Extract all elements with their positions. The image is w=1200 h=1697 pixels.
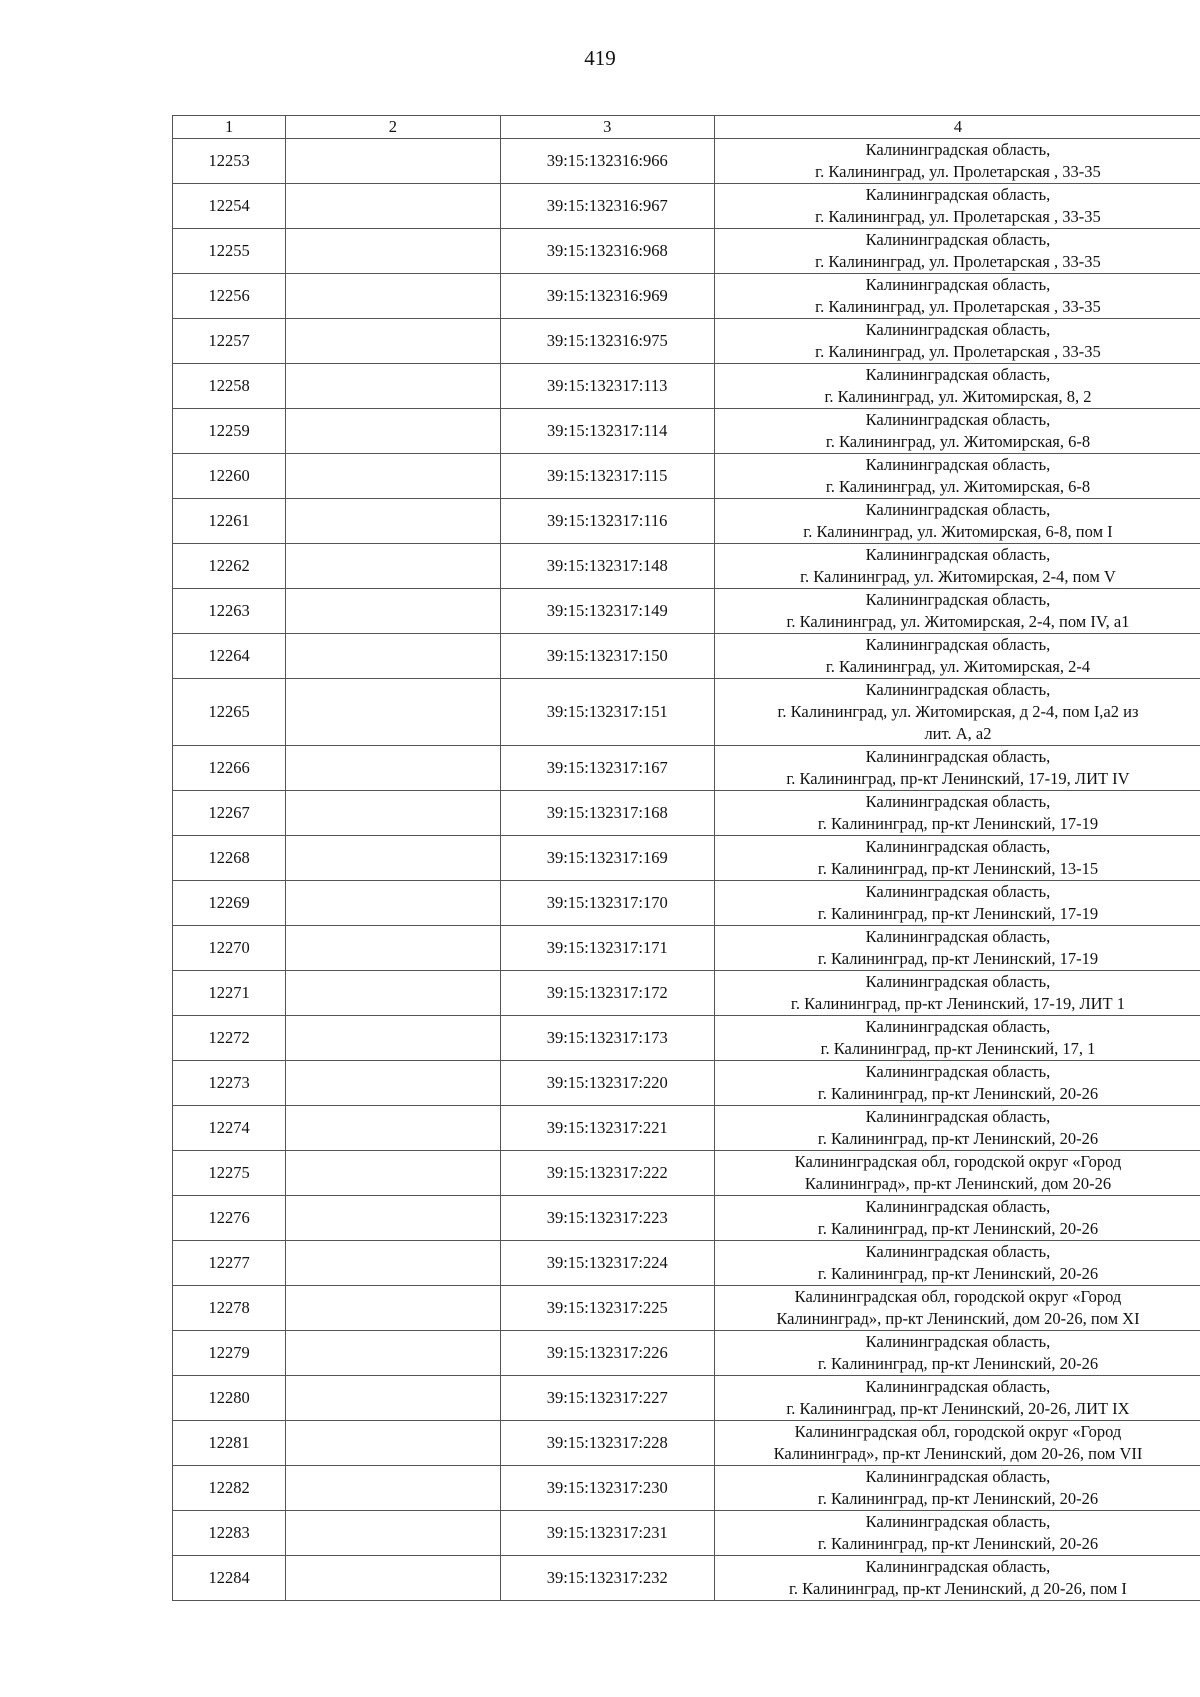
column-header: 2 bbox=[286, 116, 500, 139]
cadastral-number-cell: 39:15:132317:224 bbox=[500, 1241, 714, 1286]
cadastral-number-cell: 39:15:132317:231 bbox=[500, 1511, 714, 1556]
address-cell bbox=[714, 1556, 1200, 1601]
address-line: г. Калининград, пр-кт Ленинский, д 20-26, пом I bbox=[789, 1579, 1127, 1598]
column-2-cell bbox=[286, 1196, 500, 1241]
cadastral-number-cell: 39:15:132317:221 bbox=[500, 1106, 714, 1151]
address-line: Калининградская область, bbox=[865, 972, 1051, 991]
address-line: г. Калининград, ул. Житомирская, 2-4, пом V bbox=[800, 567, 1116, 586]
cadastral-number-cell: 39:15:132317:173 bbox=[500, 1016, 714, 1061]
address-line: г. Калининград, пр-кт Ленинский, 17, 1 bbox=[820, 1039, 1096, 1058]
address-cell bbox=[714, 1106, 1200, 1151]
address-cell bbox=[714, 1421, 1200, 1466]
table-row bbox=[173, 409, 1200, 454]
column-2-cell bbox=[286, 274, 500, 319]
page-number: 419 bbox=[584, 46, 616, 70]
address-line: Калининградская область, bbox=[865, 275, 1051, 294]
cadastral-number-cell: 39:15:132317:170 bbox=[500, 881, 714, 926]
table-row bbox=[173, 1466, 1200, 1511]
row-number-cell: 12283 bbox=[173, 1511, 286, 1556]
address-line: г. Калининград, ул. Пролетарская , 33-35 bbox=[815, 207, 1101, 226]
address-cell bbox=[714, 679, 1200, 746]
row-number-cell: 12269 bbox=[173, 881, 286, 926]
row-number-cell: 12273 bbox=[173, 1061, 286, 1106]
address-line: г. Калининград, ул. Житомирская, 2-4, пом IV, а1 bbox=[786, 612, 1130, 631]
row-number-cell: 12282 bbox=[173, 1466, 286, 1511]
address-cell bbox=[714, 184, 1200, 229]
table-row bbox=[173, 971, 1200, 1016]
address-line: Калининградская область, bbox=[865, 590, 1051, 609]
address-line: г. Калининград, ул. Житомирская, 6-8 bbox=[825, 432, 1091, 451]
row-number-cell: 12274 bbox=[173, 1106, 286, 1151]
cadastral-number-cell: 39:15:132317:148 bbox=[500, 544, 714, 589]
address-cell bbox=[714, 409, 1200, 454]
address-cell bbox=[714, 139, 1200, 184]
cadastral-number-cell: 39:15:132317:150 bbox=[500, 634, 714, 679]
table-row bbox=[173, 1061, 1200, 1106]
column-2-cell bbox=[286, 589, 500, 634]
table-row bbox=[173, 1106, 1200, 1151]
column-2-cell bbox=[286, 1016, 500, 1061]
column-2-cell bbox=[286, 544, 500, 589]
column-2-cell bbox=[286, 836, 500, 881]
address-line: Калининградская область, bbox=[865, 1197, 1051, 1216]
address-line: Калининград», пр-кт Ленинский, дом 20-26 bbox=[804, 1174, 1112, 1193]
row-number-cell: 12262 bbox=[173, 544, 286, 589]
column-2-cell bbox=[286, 1421, 500, 1466]
address-line: Калининградская область, bbox=[865, 927, 1051, 946]
table-row bbox=[173, 1016, 1200, 1061]
address-cell bbox=[714, 1241, 1200, 1286]
address-line: Калининградская область, bbox=[865, 680, 1051, 699]
row-number-cell: 12275 bbox=[173, 1151, 286, 1196]
address-cell bbox=[714, 319, 1200, 364]
cadastral-number-cell: 39:15:132317:149 bbox=[500, 589, 714, 634]
column-2-cell bbox=[286, 499, 500, 544]
cadastral-number-cell: 39:15:132317:113 bbox=[500, 364, 714, 409]
address-cell bbox=[714, 634, 1200, 679]
address-line: Калининградская обл, городской округ «Город bbox=[794, 1152, 1122, 1171]
cadastral-number-cell: 39:15:132317:114 bbox=[500, 409, 714, 454]
address-cell bbox=[714, 589, 1200, 634]
address-cell bbox=[714, 229, 1200, 274]
address-line: Калининградская область, bbox=[865, 545, 1051, 564]
row-number-cell: 12276 bbox=[173, 1196, 286, 1241]
table-row bbox=[173, 881, 1200, 926]
column-2-cell bbox=[286, 1106, 500, 1151]
table-row bbox=[173, 364, 1200, 409]
row-number-cell: 12253 bbox=[173, 139, 286, 184]
table-header-row bbox=[173, 116, 1200, 139]
address-line: Калининградская область, bbox=[865, 792, 1051, 811]
column-2-cell bbox=[286, 1061, 500, 1106]
address-line: Калининградская обл, городской округ «Город bbox=[794, 1287, 1122, 1306]
column-header: 3 bbox=[500, 116, 714, 139]
row-number-cell: 12268 bbox=[173, 836, 286, 881]
address-line: г. Калининград, пр-кт Ленинский, 20-26 bbox=[817, 1489, 1099, 1508]
address-line: г. Калининград, ул. Житомирская, 6-8, пом I bbox=[803, 522, 1113, 541]
table-row bbox=[173, 499, 1200, 544]
address-line: лит. А, а2 bbox=[924, 724, 992, 743]
address-line: Калининградская область, bbox=[865, 140, 1051, 159]
table-row bbox=[173, 1286, 1200, 1331]
table-row bbox=[173, 229, 1200, 274]
table-row bbox=[173, 274, 1200, 319]
row-number-cell: 12257 bbox=[173, 319, 286, 364]
table-row bbox=[173, 589, 1200, 634]
cadastral-number-cell: 39:15:132316:968 bbox=[500, 229, 714, 274]
address-cell bbox=[714, 881, 1200, 926]
row-number-cell: 12267 bbox=[173, 791, 286, 836]
address-cell bbox=[714, 1196, 1200, 1241]
address-cell bbox=[714, 1151, 1200, 1196]
cadastral-number-cell: 39:15:132317:169 bbox=[500, 836, 714, 881]
cadastral-number-cell: 39:15:132316:967 bbox=[500, 184, 714, 229]
registry-table bbox=[172, 115, 1200, 1601]
column-2-cell bbox=[286, 319, 500, 364]
address-line: Калининградская область, bbox=[865, 1467, 1051, 1486]
address-line: г. Калининград, пр-кт Ленинский, 20-26 bbox=[817, 1264, 1099, 1283]
table-row bbox=[173, 634, 1200, 679]
address-line: Калининградская область, bbox=[865, 1332, 1051, 1351]
row-number-cell: 12260 bbox=[173, 454, 286, 499]
column-2-cell bbox=[286, 1151, 500, 1196]
address-line: Калининградская обл, городской округ «Город bbox=[794, 1422, 1122, 1441]
row-number-cell: 12255 bbox=[173, 229, 286, 274]
address-cell bbox=[714, 544, 1200, 589]
cadastral-number-cell: 39:15:132316:969 bbox=[500, 274, 714, 319]
row-number-cell: 12271 bbox=[173, 971, 286, 1016]
table-row bbox=[173, 679, 1200, 746]
address-line: г. Калининград, ул. Пролетарская , 33-35 bbox=[815, 297, 1101, 316]
cadastral-number-cell: 39:15:132317:232 bbox=[500, 1556, 714, 1601]
column-2-cell bbox=[286, 791, 500, 836]
table-row bbox=[173, 926, 1200, 971]
cadastral-number-cell: 39:15:132317:222 bbox=[500, 1151, 714, 1196]
cadastral-number-cell: 39:15:132317:115 bbox=[500, 454, 714, 499]
row-number-cell: 12270 bbox=[173, 926, 286, 971]
address-cell bbox=[714, 836, 1200, 881]
cadastral-number-cell: 39:15:132317:230 bbox=[500, 1466, 714, 1511]
address-line: Калининград», пр-кт Ленинский, дом 20-26, пом XI bbox=[776, 1309, 1140, 1328]
address-line: Калининградская область, bbox=[865, 500, 1051, 519]
address-cell bbox=[714, 1061, 1200, 1106]
address-line: Калининградская область, bbox=[865, 455, 1051, 474]
address-line: Калининградская область, bbox=[865, 635, 1051, 654]
column-2-cell bbox=[286, 1286, 500, 1331]
address-line: г. Калининград, пр-кт Ленинский, 20-26 bbox=[817, 1354, 1099, 1373]
address-line: Калининградская область, bbox=[865, 320, 1051, 339]
table-row bbox=[173, 1376, 1200, 1421]
row-number-cell: 12272 bbox=[173, 1016, 286, 1061]
address-line: г. Калининград, пр-кт Ленинский, 13-15 bbox=[817, 859, 1099, 878]
cadastral-number-cell: 39:15:132317:167 bbox=[500, 746, 714, 791]
address-cell bbox=[714, 926, 1200, 971]
column-2-cell bbox=[286, 139, 500, 184]
column-2-cell bbox=[286, 229, 500, 274]
address-line: г. Калининград, пр-кт Ленинский, 20-26 bbox=[817, 1084, 1099, 1103]
address-line: Калининградская область, bbox=[865, 410, 1051, 429]
row-number-cell: 12259 bbox=[173, 409, 286, 454]
address-line: г. Калининград, пр-кт Ленинский, 20-26 bbox=[817, 1534, 1099, 1553]
table-row bbox=[173, 1511, 1200, 1556]
column-2-cell bbox=[286, 1376, 500, 1421]
address-line: Калининградская область, bbox=[865, 1512, 1051, 1531]
address-line: Калининградская область, bbox=[865, 882, 1051, 901]
address-line: Калининградская область, bbox=[865, 747, 1051, 766]
row-number-cell: 12264 bbox=[173, 634, 286, 679]
address-cell bbox=[714, 274, 1200, 319]
row-number-cell: 12254 bbox=[173, 184, 286, 229]
column-2-cell bbox=[286, 1466, 500, 1511]
column-header: 4 bbox=[714, 116, 1200, 139]
row-number-cell: 12266 bbox=[173, 746, 286, 791]
address-line: г. Калининград, пр-кт Ленинский, 17-19 bbox=[817, 904, 1099, 923]
cadastral-number-cell: 39:15:132317:225 bbox=[500, 1286, 714, 1331]
address-cell bbox=[714, 791, 1200, 836]
address-line: г. Калининград, пр-кт Ленинский, 20-26, ЛИТ IX bbox=[786, 1399, 1130, 1418]
table-row bbox=[173, 791, 1200, 836]
address-cell bbox=[714, 1376, 1200, 1421]
column-2-cell bbox=[286, 364, 500, 409]
row-number-cell: 12263 bbox=[173, 589, 286, 634]
cadastral-number-cell: 39:15:132316:966 bbox=[500, 139, 714, 184]
cadastral-number-cell: 39:15:132316:975 bbox=[500, 319, 714, 364]
cadastral-number-cell: 39:15:132317:226 bbox=[500, 1331, 714, 1376]
cadastral-number-cell: 39:15:132317:223 bbox=[500, 1196, 714, 1241]
address-line: г. Калининград, пр-кт Ленинский, 20-26 bbox=[817, 1129, 1099, 1148]
address-line: г. Калининград, ул. Житомирская, 8, 2 bbox=[824, 387, 1092, 406]
row-number-cell: 12265 bbox=[173, 679, 286, 746]
address-line: г. Калининград, пр-кт Ленинский, 17-19 bbox=[817, 814, 1099, 833]
address-cell bbox=[714, 1466, 1200, 1511]
table-row bbox=[173, 544, 1200, 589]
cadastral-number-cell: 39:15:132317:168 bbox=[500, 791, 714, 836]
cadastral-number-cell: 39:15:132317:172 bbox=[500, 971, 714, 1016]
table-row bbox=[173, 1151, 1200, 1196]
table-row bbox=[173, 1241, 1200, 1286]
row-number-cell: 12279 bbox=[173, 1331, 286, 1376]
address-cell bbox=[714, 971, 1200, 1016]
cadastral-number-cell: 39:15:132317:228 bbox=[500, 1421, 714, 1466]
column-2-cell bbox=[286, 746, 500, 791]
address-line: г. Калининград, ул. Пролетарская , 33-35 bbox=[815, 162, 1101, 181]
address-line: г. Калининград, пр-кт Ленинский, 17-19, ЛИТ 1 bbox=[790, 994, 1126, 1013]
row-number-cell: 12281 bbox=[173, 1421, 286, 1466]
address-line: Калининградская область, bbox=[865, 837, 1051, 856]
address-line: Калининградская область, bbox=[865, 230, 1051, 249]
address-line: г. Калининград, ул. Пролетарская , 33-35 bbox=[815, 342, 1101, 361]
address-cell bbox=[714, 1331, 1200, 1376]
address-line: г. Калининград, пр-кт Ленинский, 20-26 bbox=[817, 1219, 1099, 1238]
column-header: 1 bbox=[173, 116, 286, 139]
column-2-cell bbox=[286, 679, 500, 746]
address-line: г. Калининград, пр-кт Ленинский, 17-19, ЛИТ IV bbox=[786, 769, 1130, 788]
address-line: Калининградская область, bbox=[865, 1062, 1051, 1081]
row-number-cell: 12284 bbox=[173, 1556, 286, 1601]
column-2-cell bbox=[286, 926, 500, 971]
address-line: г. Калининград, ул. Житомирская, 2-4 bbox=[825, 657, 1091, 676]
cadastral-number-cell: 39:15:132317:151 bbox=[500, 679, 714, 746]
cadastral-number-cell: 39:15:132317:171 bbox=[500, 926, 714, 971]
column-2-cell bbox=[286, 1331, 500, 1376]
table-row bbox=[173, 1196, 1200, 1241]
address-line: г. Калининград, ул. Житомирская, д 2-4, пом I,а2 из bbox=[777, 702, 1139, 721]
column-2-cell bbox=[286, 454, 500, 499]
column-2-cell bbox=[286, 184, 500, 229]
address-line: Калининградская область, bbox=[865, 1107, 1051, 1126]
address-line: Калининград», пр-кт Ленинский, дом 20-26, пом VII bbox=[773, 1444, 1143, 1463]
column-2-cell bbox=[286, 971, 500, 1016]
address-line: Калининградская область, bbox=[865, 185, 1051, 204]
table-body bbox=[173, 139, 1200, 1601]
column-2-cell bbox=[286, 634, 500, 679]
column-2-cell bbox=[286, 1511, 500, 1556]
address-cell bbox=[714, 454, 1200, 499]
address-line: Калининградская область, bbox=[865, 1242, 1051, 1261]
address-line: г. Калининград, пр-кт Ленинский, 17-19 bbox=[817, 949, 1099, 968]
address-line: Калининградская область, bbox=[865, 1017, 1051, 1036]
address-cell bbox=[714, 364, 1200, 409]
table-row bbox=[173, 836, 1200, 881]
cadastral-number-cell: 39:15:132317:220 bbox=[500, 1061, 714, 1106]
address-cell bbox=[714, 499, 1200, 544]
address-line: г. Калининград, ул. Житомирская, 6-8 bbox=[825, 477, 1091, 496]
table-row bbox=[173, 746, 1200, 791]
column-2-cell bbox=[286, 1241, 500, 1286]
table-row bbox=[173, 454, 1200, 499]
column-2-cell bbox=[286, 1556, 500, 1601]
table-row bbox=[173, 1421, 1200, 1466]
cadastral-number-cell: 39:15:132317:116 bbox=[500, 499, 714, 544]
address-cell bbox=[714, 1286, 1200, 1331]
row-number-cell: 12280 bbox=[173, 1376, 286, 1421]
address-cell bbox=[714, 746, 1200, 791]
cadastral-number-cell: 39:15:132317:227 bbox=[500, 1376, 714, 1421]
address-cell bbox=[714, 1511, 1200, 1556]
row-number-cell: 12256 bbox=[173, 274, 286, 319]
address-line: Калининградская область, bbox=[865, 1377, 1051, 1396]
column-2-cell bbox=[286, 881, 500, 926]
address-line: Калининградская область, bbox=[865, 1557, 1051, 1576]
row-number-cell: 12277 bbox=[173, 1241, 286, 1286]
table-row bbox=[173, 184, 1200, 229]
row-number-cell: 12258 bbox=[173, 364, 286, 409]
address-cell bbox=[714, 1016, 1200, 1061]
column-2-cell bbox=[286, 409, 500, 454]
address-line: г. Калининград, ул. Пролетарская , 33-35 bbox=[815, 252, 1101, 271]
table-row bbox=[173, 1331, 1200, 1376]
row-number-cell: 12278 bbox=[173, 1286, 286, 1331]
table-row bbox=[173, 139, 1200, 184]
address-line: Калининградская область, bbox=[865, 365, 1051, 384]
table-row bbox=[173, 319, 1200, 364]
row-number-cell: 12261 bbox=[173, 499, 286, 544]
table-row bbox=[173, 1556, 1200, 1601]
